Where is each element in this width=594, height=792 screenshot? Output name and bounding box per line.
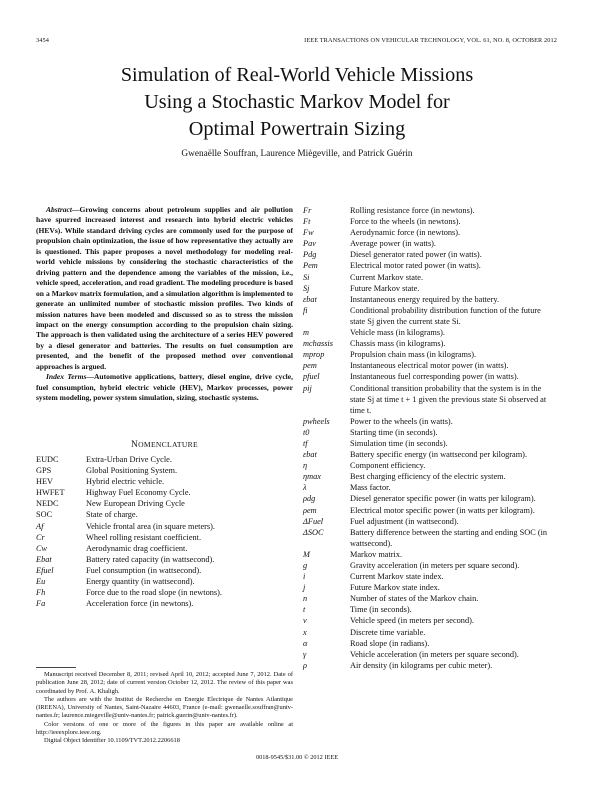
- nomenclature-symbol: g: [303, 561, 308, 570]
- nomenclature-symbol: n: [303, 594, 308, 604]
- nomenclature-symbol: t0: [303, 427, 310, 437]
- nomenclature-symbol: SOC: [36, 510, 53, 520]
- nomenclature-row: [303, 505, 557, 516]
- footnote-paragraph: Manuscript received December 8, 2011; revised April 10, 2012; accepted June 7, 2012. Date of publication June 28, 2012; date of current version October 12, 2012. The review of this paper was coordinated by Prof. A. Khaligh.: [36, 671, 293, 695]
- nomenclature-row: [303, 582, 557, 593]
- nomenclature-symbol: M: [303, 549, 310, 559]
- nomenclature-row: [303, 438, 557, 449]
- nomenclature-symbol: α: [303, 638, 308, 648]
- nomenclature-row: [303, 272, 557, 283]
- footnote-paragraph: Digital Object Identifier 10.1109/TVT.2012.2206618: [44, 737, 180, 745]
- nomenclature-symbol: GPS: [36, 466, 52, 476]
- nomenclature-row: [303, 460, 557, 471]
- nomenclature-heading-initial: N: [131, 440, 139, 450]
- footnote-rule: [36, 667, 76, 668]
- nomenclature-definition: Conditional probability distribution function of the future state Sj given the current state Si.: [350, 305, 541, 326]
- nomenclature-symbol: ρ: [303, 660, 307, 670]
- nomenclature-symbol: x: [303, 627, 307, 637]
- nomenclature-definition: Gravity acceleration (in meters per square second).: [350, 561, 520, 570]
- nomenclature-symbol: pfuel: [303, 372, 320, 382]
- nomenclature-definition: Instantaneous energy required by the battery.: [350, 294, 500, 304]
- nomenclature-definition: Battery difference between the starting and ending SOC (in wattsecond).: [350, 527, 548, 548]
- nomenclature-definition: Best charging efficiency of the electric system.: [350, 472, 506, 482]
- nomenclature-row: [303, 449, 557, 460]
- nomenclature-definition: Markov matrix.: [350, 549, 403, 559]
- nomenclature-symbol: εbat: [303, 450, 317, 460]
- nomenclature-list-right: [303, 205, 557, 671]
- nomenclature-definition: Hybrid electric vehicle.: [86, 477, 165, 487]
- nomenclature-row: [303, 216, 557, 227]
- nomenclature-definition: Current Markov state.: [350, 272, 424, 282]
- nomenclature-symbol: Fa: [36, 599, 46, 609]
- nomenclature-definition: Component efficiency.: [350, 461, 426, 471]
- page-number: 3454: [36, 37, 49, 44]
- nomenclature-symbol: Af: [36, 521, 44, 531]
- nomenclature-row: [303, 482, 557, 493]
- nomenclature-row: [36, 521, 293, 532]
- nomenclature-symbol: Pem: [303, 261, 318, 271]
- nomenclature-definition: Energy quantity (in wattsecond).: [86, 577, 195, 587]
- nomenclature-row: [36, 465, 293, 476]
- nomenclature-row: [36, 554, 293, 565]
- nomenclature-row: [36, 532, 293, 543]
- nomenclature-row: [303, 383, 557, 416]
- title-line: Simulation of Real-World Vehicle Missions: [120, 64, 474, 86]
- nomenclature-symbol: η: [303, 461, 308, 471]
- nomenclature-row: [36, 454, 293, 465]
- nomenclature-row: [36, 487, 293, 498]
- nomenclature-symbol: Pav: [303, 239, 316, 249]
- nomenclature-definition: Simulation time (in seconds).: [350, 438, 448, 448]
- nomenclature-row: [303, 560, 557, 571]
- nomenclature-definition: Aerodynamic drag coefficient.: [86, 543, 188, 553]
- nomenclature-definition: State of charge.: [86, 510, 138, 520]
- title-line: Using a Stochastic Markov Model for: [144, 91, 450, 113]
- nomenclature-row: [303, 238, 557, 249]
- index-terms-paragraph: [36, 372, 293, 403]
- nomenclature-symbol: NEDC: [36, 499, 59, 509]
- nomenclature-row: [36, 509, 293, 520]
- nomenclature-definition: Road slope (in radians).: [350, 638, 430, 648]
- nomenclature-definition: Starting time (in seconds).: [350, 427, 438, 437]
- index-terms-label: Index Terms: [46, 372, 87, 382]
- footnotes: [36, 671, 293, 746]
- nomenclature-definition: Battery rated capacity (in wattsecond).: [86, 554, 215, 564]
- nomenclature-definition: New European Driving Cycle: [86, 499, 185, 509]
- nomenclature-row: [303, 638, 557, 649]
- abstract-text: —Growing concerns about petroleum supplies and air pollution have spurred increased interest and research into hybrid electric vehicles (HEVs). While standard driving cycles are commonly used for the purpose of propulsion chain optimization, the issue of how representative they actually are is questioned. This paper proposes a novel methodology for modeling real-world vehicle missions by considering the stochastic characteristics of the driving pattern and the dependence among the variables of the mission, i.e., vehicle speed, acceleration, and road gradient. The modeling procedure is based on a Markov matrix formulation, and a simulation algorithm is implemented to generate an unlimited number of stochastic mission profiles. Two kinds of mission natures have been modeled and discussed so as to stress the mission impact on the energy consumption according to the propulsion chain sizing. The approach is then validated using the architecture of a series HEV powered by a diesel generator and batteries. The results on fuel consumption are presented, and the benefit of the proposed method over conventional approaches is argued.: [36, 205, 293, 371]
- nomenclature-definition: Rolling resistance force (in newtons).: [350, 206, 475, 215]
- nomenclature-symbol: HEV: [36, 477, 54, 487]
- running-header: IEEE TRANSACTIONS ON VEHICULAR TECHNOLOGY, VOL. 61, NO. 8, OCTOBER 2012: [304, 37, 557, 44]
- nomenclature-definition: Extra-Urban Drive Cycle.: [86, 455, 172, 464]
- nomenclature-row: [303, 283, 557, 294]
- nomenclature-row: [36, 543, 293, 554]
- nomenclature-definition: Fuel adjustment (in wattsecond).: [350, 516, 459, 526]
- nomenclature-row: [303, 371, 557, 382]
- nomenclature-definition: Vehicle acceleration (in meters per square second).: [350, 649, 519, 659]
- nomenclature-definition: Vehicle speed (in meters per second).: [350, 616, 474, 626]
- nomenclature-symbol: ρdg: [303, 494, 316, 504]
- nomenclature-row: [36, 576, 293, 587]
- nomenclature-definition: Discrete time variable.: [350, 627, 426, 637]
- author-list: Gwenaëlle Souffran, Laurence Miègeville, and Patrick Guérin: [181, 149, 413, 159]
- nomenclature-row: [36, 565, 293, 576]
- nomenclature-symbol: Sj: [303, 283, 310, 293]
- nomenclature-definition: Future Markov state index.: [350, 583, 440, 593]
- nomenclature-row: [303, 471, 557, 482]
- nomenclature-row: [303, 416, 557, 427]
- nomenclature-symbol: εbat: [303, 294, 317, 304]
- nomenclature-symbol: tf: [303, 438, 308, 448]
- nomenclature-symbol: EUDC: [36, 455, 59, 464]
- abstract-paragraph: [36, 205, 293, 372]
- nomenclature-symbol: t: [303, 605, 306, 615]
- nomenclature-row: [36, 587, 293, 598]
- nomenclature-row: [303, 338, 557, 349]
- copyright-line: 0018-9545/$31.00 © 2012 IEEE: [255, 754, 339, 761]
- nomenclature-row: [36, 498, 293, 509]
- nomenclature-definition: Future Markov state.: [350, 283, 420, 293]
- nomenclature-symbol: λ: [303, 483, 307, 493]
- nomenclature-definition: Fuel consumption (in wattsecond).: [86, 565, 202, 575]
- nomenclature-symbol: HWFET: [36, 488, 65, 498]
- nomenclature-row: [303, 205, 557, 216]
- nomenclature-definition: Wheel rolling resistant coefficient.: [86, 532, 202, 542]
- nomenclature-symbol: Ebat: [36, 554, 52, 564]
- footnote-paragraph: The authors are with the Institut de Recherche en Energie Electrique de Nantes Atlantique (IREENA), University of Nantes, Saint-Nazaire 44603, France (e-mail: gwenaelle.souffran@univ-nantes.fr; laurence.miegeville@univ-nantes.fr; patrick.guerin@univ-nantes.fr).: [36, 695, 293, 720]
- nomenclature-symbol: Eu: [36, 577, 46, 587]
- nomenclature-symbol: i: [303, 572, 306, 582]
- nomenclature-symbol: ρem: [303, 505, 317, 515]
- nomenclature-row: [303, 593, 557, 604]
- nomenclature-definition: Current Markov state index.: [350, 572, 444, 582]
- nomenclature-symbol: Fh: [36, 588, 46, 598]
- nomenclature-symbol: ν: [303, 616, 307, 626]
- nomenclature-symbol: Si: [303, 272, 310, 282]
- nomenclature-definition: Electrical motor specific power (in watts per kilogram).: [350, 505, 535, 515]
- nomenclature-definition: Average power (in watts).: [350, 239, 437, 249]
- nomenclature-definition: Time (in seconds).: [350, 605, 412, 615]
- title-line: Optimal Powertrain Sizing: [188, 118, 406, 140]
- nomenclature-definition: Mass factor.: [350, 483, 391, 493]
- nomenclature-symbol: Ft: [303, 217, 311, 227]
- nomenclature-symbol: Fr: [303, 206, 312, 215]
- nomenclature-symbol: Cr: [36, 532, 45, 542]
- nomenclature-row: [36, 598, 293, 609]
- nomenclature-symbol: Pdg: [303, 250, 317, 260]
- nomenclature-symbol: ΔFuel: [303, 516, 324, 526]
- nomenclature-definition: Propulsion chain mass (in kilograms).: [350, 350, 477, 360]
- nomenclature-definition: Instantaneous fuel corresponding power (in watts).: [350, 372, 519, 382]
- nomenclature-definition: Highway Fuel Economy Cycle.: [86, 488, 191, 498]
- nomenclature-row: [303, 260, 557, 271]
- paper-title: [0, 62, 594, 143]
- nomenclature-symbol: m: [303, 328, 309, 338]
- nomenclature-definition: Battery specific energy (in wattsecond per kilogram).: [350, 450, 528, 460]
- nomenclature-row: [303, 227, 557, 238]
- nomenclature-definition: Power to the wheels (in watts).: [350, 416, 453, 426]
- nomenclature-row: [303, 360, 557, 371]
- nomenclature-definition: Global Positioning System.: [86, 466, 178, 476]
- nomenclature-heading-rest: OMENCLATURE: [138, 440, 198, 449]
- nomenclature-row: [303, 493, 557, 504]
- nomenclature-symbol: γ: [303, 649, 307, 659]
- nomenclature-definition: Conditional transition probability that the system is in the state Sj at time t + 1 given the previous state Si observed at time t.: [350, 383, 547, 415]
- nomenclature-definition: Diesel generator specific power (in watts per kilogram).: [350, 494, 536, 504]
- nomenclature-row: [303, 615, 557, 626]
- nomenclature-definition: Aerodynamic force (in newtons).: [350, 228, 461, 238]
- nomenclature-row: [303, 249, 557, 260]
- nomenclature-row: [303, 305, 557, 327]
- nomenclature-heading: [36, 440, 293, 450]
- nomenclature-row: [303, 516, 557, 527]
- footnote-paragraph: Color versions of one or more of the figures in this paper are available online at http://ieeexplore.ieee.org.: [36, 720, 293, 737]
- nomenclature-symbol: fi: [303, 305, 308, 315]
- nomenclature-symbol: Efuel: [36, 565, 54, 575]
- nomenclature-row: [303, 660, 557, 671]
- nomenclature-symbol: pij: [303, 383, 312, 393]
- nomenclature-symbol: mchassis: [303, 339, 333, 349]
- nomenclature-row: [303, 649, 557, 660]
- nomenclature-symbol: ΔSOC: [303, 527, 324, 537]
- nomenclature-definition: Acceleration force (in newtons).: [86, 599, 194, 609]
- nomenclature-row: [303, 349, 557, 360]
- nomenclature-definition: Electrical motor rated power (in watts).: [350, 261, 481, 271]
- nomenclature-symbol: mprop: [303, 350, 325, 360]
- nomenclature-definition: Instantaneous electrical motor power (in watts).: [350, 361, 509, 371]
- nomenclature-definition: Chassis mass (in kilograms).: [350, 339, 446, 349]
- nomenclature-list-left: [36, 454, 293, 609]
- nomenclature-symbol: j: [303, 583, 306, 593]
- nomenclature-definition: Number of states of the Markov chain.: [350, 594, 479, 604]
- nomenclature-row: [303, 527, 557, 549]
- nomenclature-symbol: Fw: [303, 228, 314, 238]
- nomenclature-definition: Air density (in kilograms per cubic meter).: [350, 660, 493, 670]
- nomenclature-row: [303, 294, 557, 305]
- nomenclature-row: [303, 327, 557, 338]
- nomenclature-symbol: pwheels: [303, 416, 330, 426]
- nomenclature-row: [36, 476, 293, 487]
- nomenclature-definition: Diesel generator rated power (in watts).: [350, 250, 482, 260]
- abstract-label: Abstract: [46, 205, 72, 214]
- index-terms-text: —Automotive applications, battery, diesel engine, drive cycle, fuel consumption, hybrid electric vehicle (HEV), Markov processes, power system modeling, power system simulation, sizing, stochastic systems.: [36, 372, 293, 403]
- abstract-section: [36, 205, 293, 404]
- nomenclature-definition: Force to the wheels (in newtons).: [350, 217, 461, 227]
- nomenclature-symbol: ηmax: [303, 472, 321, 482]
- nomenclature-row: [303, 604, 557, 615]
- nomenclature-definition: Vehicle mass (in kilograms).: [350, 328, 445, 338]
- nomenclature-symbol: pem: [303, 361, 317, 371]
- nomenclature-definition: Force due to the road slope (in newtons).: [86, 588, 222, 598]
- nomenclature-row: [303, 627, 557, 638]
- nomenclature-row: [303, 549, 557, 560]
- nomenclature-row: [303, 571, 557, 582]
- nomenclature-row: [303, 427, 557, 438]
- nomenclature-symbol: Cw: [36, 543, 48, 553]
- nomenclature-definition: Vehicle frontal area (in square meters).: [86, 521, 215, 531]
